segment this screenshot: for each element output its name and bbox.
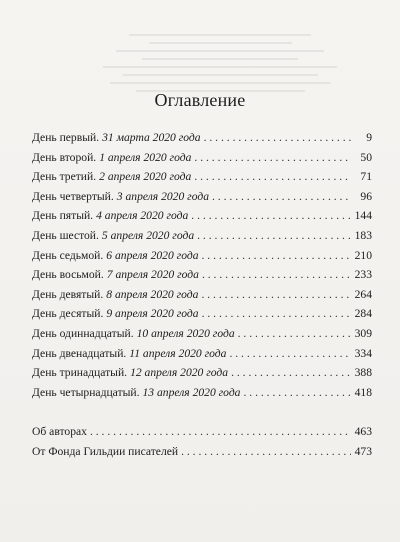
dot-leader: [194, 148, 351, 168]
page-number: 210: [354, 248, 372, 262]
toc-entry[interactable]: [32, 383, 372, 403]
toc-entry[interactable]: [32, 226, 372, 246]
chapter-date: 11 апреля 2020 года: [129, 346, 227, 360]
dot-leader: [181, 442, 351, 462]
chapter-label: День шестой.: [32, 228, 99, 242]
page-number: 334: [354, 346, 372, 360]
dot-leader: [197, 226, 351, 246]
dot-leader: [202, 246, 352, 266]
chapter-label: День пятый.: [32, 209, 94, 223]
page-number: 463: [354, 425, 372, 439]
chapter-label: День восьмой.: [32, 268, 104, 282]
toc-entry[interactable]: [32, 187, 372, 207]
chapter-date: 1 апреля 2020 года: [99, 150, 192, 164]
toc-entry[interactable]: [32, 265, 372, 285]
toc-entry[interactable]: [32, 344, 372, 364]
section-label: От Фонда Гильдии писателей: [32, 444, 179, 458]
dot-leader: [212, 187, 351, 207]
section-gap: [32, 402, 372, 422]
chapter-date: 4 апреля 2020 года: [96, 209, 189, 223]
chapter-label: День четвертый.: [32, 189, 114, 203]
chapter-label: День десятый.: [32, 307, 104, 321]
page-number: 144: [354, 209, 372, 223]
page-number: 96: [360, 189, 372, 203]
chapter-label: День тринадцатый.: [32, 366, 128, 380]
dot-leader: [238, 324, 351, 344]
toc-entry[interactable]: [32, 246, 372, 266]
page-number: 388: [354, 366, 372, 380]
chapter-label: День четырнадцатый.: [32, 385, 140, 399]
dot-leader: [231, 363, 351, 383]
dot-leader: [194, 167, 351, 187]
page-number: 284: [354, 307, 372, 321]
toc-entry[interactable]: [32, 285, 372, 305]
chapter-label: День двенадцатый.: [32, 346, 127, 360]
page-number: 264: [354, 287, 372, 301]
toc-entry-about-authors[interactable]: [32, 422, 372, 442]
chapter-label: День второй.: [32, 150, 97, 164]
dot-leader: [204, 128, 351, 148]
toc-entry[interactable]: [32, 148, 372, 168]
chapter-date: 9 апреля 2020 года: [106, 307, 199, 321]
page-number: 418: [354, 385, 372, 399]
chapter-label: День одиннадцатый.: [32, 326, 134, 340]
toc-entry[interactable]: [32, 128, 372, 148]
chapter-date: 8 апреля 2020 года: [106, 287, 199, 301]
chapter-date: 12 апреля 2020 года: [130, 366, 229, 380]
dot-leader: [201, 285, 351, 305]
section-label: Об авторах: [32, 425, 87, 439]
chapter-date: 6 апреля 2020 года: [106, 248, 199, 262]
toc-entry[interactable]: [32, 167, 372, 187]
chapter-label: День первый.: [32, 131, 100, 144]
page-number: 50: [360, 150, 372, 164]
dot-leader: [90, 422, 351, 442]
page-number: 309: [354, 326, 372, 340]
page-number: 71: [360, 170, 372, 184]
toc-entry[interactable]: [32, 206, 372, 226]
dot-leader: [202, 304, 351, 324]
dot-leader: [229, 344, 351, 364]
dot-leader: [202, 265, 351, 285]
toc-entry[interactable]: [32, 324, 372, 344]
chapter-label: День седьмой.: [32, 248, 104, 262]
page-number: 233: [354, 268, 372, 282]
chapter-date: 7 апреля 2020 года: [106, 268, 199, 282]
page-number: 9: [366, 131, 372, 144]
chapter-date: 10 апреля 2020 года: [136, 326, 235, 340]
chapter-date: 2 апреля 2020 года: [99, 170, 192, 184]
page-number: 183: [354, 228, 372, 242]
chapter-date: 5 апреля 2020 года: [101, 228, 195, 242]
toc-entry[interactable]: [32, 304, 372, 324]
chapter-label: День третий.: [32, 170, 97, 184]
chapter-date: 31 марта 2020 года: [102, 131, 201, 144]
dot-leader: [191, 206, 351, 226]
toc-entry-writers-guild[interactable]: [32, 442, 372, 462]
table-of-contents: [32, 128, 372, 462]
chapter-date: 13 апреля 2020 года: [142, 385, 241, 399]
toc-entry[interactable]: [32, 363, 372, 383]
page-number: 473: [354, 444, 372, 458]
dot-leader: [243, 383, 351, 403]
chapter-label: День девятый.: [32, 287, 104, 301]
chapter-date: 3 апреля 2020 года: [116, 189, 209, 203]
toc-heading: Оглавление: [154, 90, 246, 110]
